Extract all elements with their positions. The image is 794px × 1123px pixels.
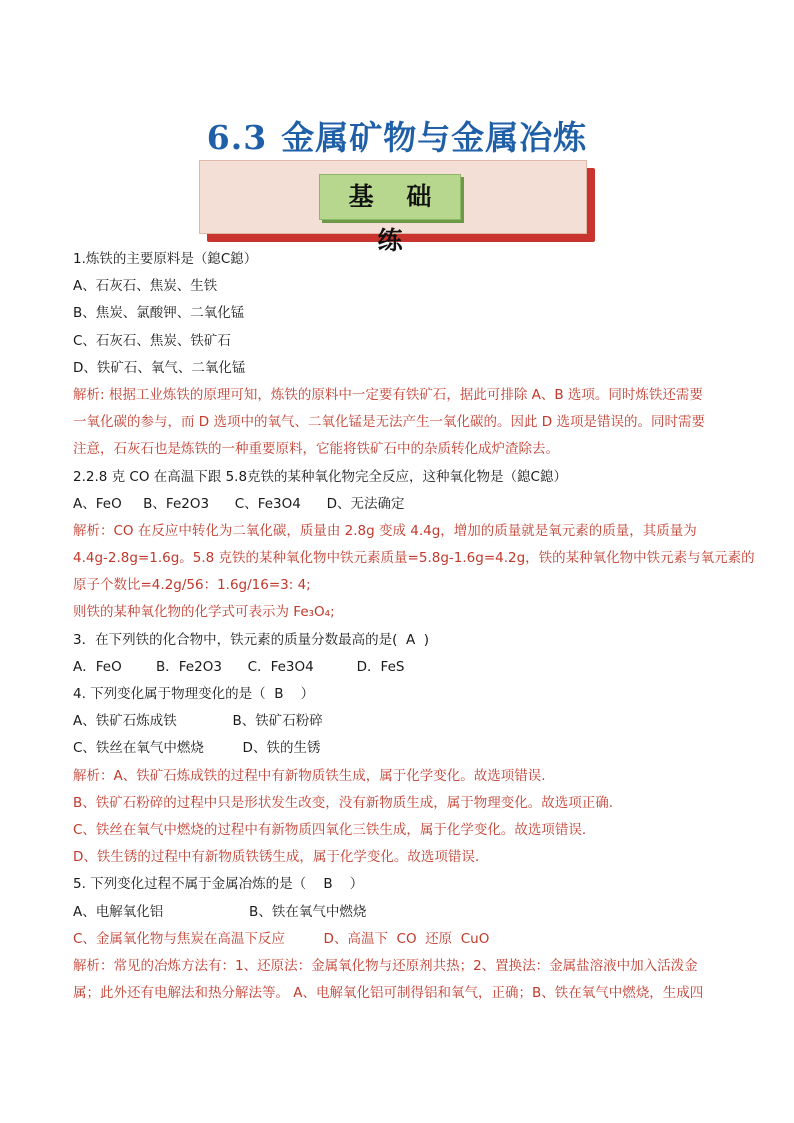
answer-explanation-line: D、铁生锈的过程中有新物质铁锈生成，属于化学变化。故选项错误. xyxy=(73,849,480,866)
answer-explanation-line: B、铁矿石粉碎的过程中只是形状发生改变，没有新物质生成，属于物理变化。故选项正确. xyxy=(73,794,614,811)
answer-explanation-line: 解析：CO 在反应中转化为二氧化碳，质量由 2.8g 变成 4.4g，增加的质量就是氧元素的质量，其质量为 xyxy=(73,522,697,539)
question-line: D、铁矿石、氧气、二氧化锰 xyxy=(73,359,246,376)
question-line: A、石灰石、焦炭、生铁 xyxy=(73,278,218,295)
answer-explanation-line: 属；此外还有电解法和热分解法等。 A、电解氧化铝可制得铝和氧气，正确；B、铁在氧气中燃烧，生成四 xyxy=(73,985,704,1002)
answer-explanation-line: 解析：A、铁矿石炼成铁的过程中有新物质铁生成，属于化学变化。故选项错误. xyxy=(73,767,546,784)
question-line: C、石灰石、焦炭、铁矿石 xyxy=(73,332,231,349)
section-number: 6.3 xyxy=(206,118,268,157)
exercise-content xyxy=(73,246,755,1007)
answer-explanation-line: C、铁丝在氧气中燃烧的过程中有新物质四氧化三铁生成，属于化学变化。故选项错误. xyxy=(73,821,587,838)
section-title: 金属矿物与金属冶炼 xyxy=(281,118,588,157)
section-badge: 基 础 练 xyxy=(319,174,461,220)
question-line: C、铁丝在氧气中燃烧 D、铁的生锈 xyxy=(73,740,321,757)
question-line: 5. 下列变化过程不属于金属冶炼的是（ B ） xyxy=(73,876,364,893)
question-line: A、FeO B、Fe2O3 C、Fe3O4 D、无法确定 xyxy=(73,495,405,512)
answer-explanation-line: 原子个数比=4.2g/56：1.6g/16=3: 4; xyxy=(73,577,311,594)
question-line: A．FeO B．Fe2O3 C．Fe3O4 D．FeS xyxy=(73,658,405,675)
question-line: 3．在下列铁的化合物中，铁元素的质量分数最高的是( A ) xyxy=(73,631,430,648)
question-line: 2.2.8 克 CO 在高温下跟 5.8克铁的某种氧化物完全反应，这种氧化物是（鎴C鎴） xyxy=(73,468,567,485)
answer-explanation-line: 解析：常见的冶炼方法有：1、还原法：金属氧化物与还原剂共热；2、置换法：金属盐溶液中加入活泼金 xyxy=(73,957,698,974)
question-line: 1.炼铁的主要原料是（鎴C鎴） xyxy=(73,251,258,267)
question-line: A、电解氧化铝 B、铁在氧气中燃烧 xyxy=(73,903,367,920)
question-line: A、铁矿石炼成铁 B、铁矿石粉碎 xyxy=(73,713,323,730)
question-line: 4. 下列变化属于物理变化的是（ B ） xyxy=(73,686,315,702)
answer-explanation-line: 4.4g-2.8g=1.6g。5.8 克铁的某种氧化物中铁元素质量=5.8g-1.6g=4.2g，铁的某种氧化物中铁元素与氧元素的 xyxy=(73,550,755,567)
page-title xyxy=(0,112,794,159)
answer-explanation-line: C、金属氧化物与焦炭在高温下反应 D、高温下 CO 还原 CuO xyxy=(73,930,490,947)
answer-explanation-line: 一氧化碳的参与，而 D 选项中的氧气、二氧化锰是无法产生一氧化碳的。因此 D 选项是错误的。同时需要 xyxy=(73,414,705,431)
question-line: B、焦炭、氯酸钾、二氧化锰 xyxy=(73,305,245,322)
answer-explanation-line: 注意，石灰石也是炼铁的一种重要原料，它能将铁矿石中的杂质转化成炉渣除去。 xyxy=(73,441,559,458)
answer-explanation-line: 则铁的某种氧化物的化学式可表示为 Fe₃O₄; xyxy=(73,604,335,621)
answer-explanation-line: 解析: 根据工业炼铁的原理可知，炼铁的原料中一定要有铁矿石，据此可排除 A、B 选项。同时炼铁还需要 xyxy=(73,386,703,403)
